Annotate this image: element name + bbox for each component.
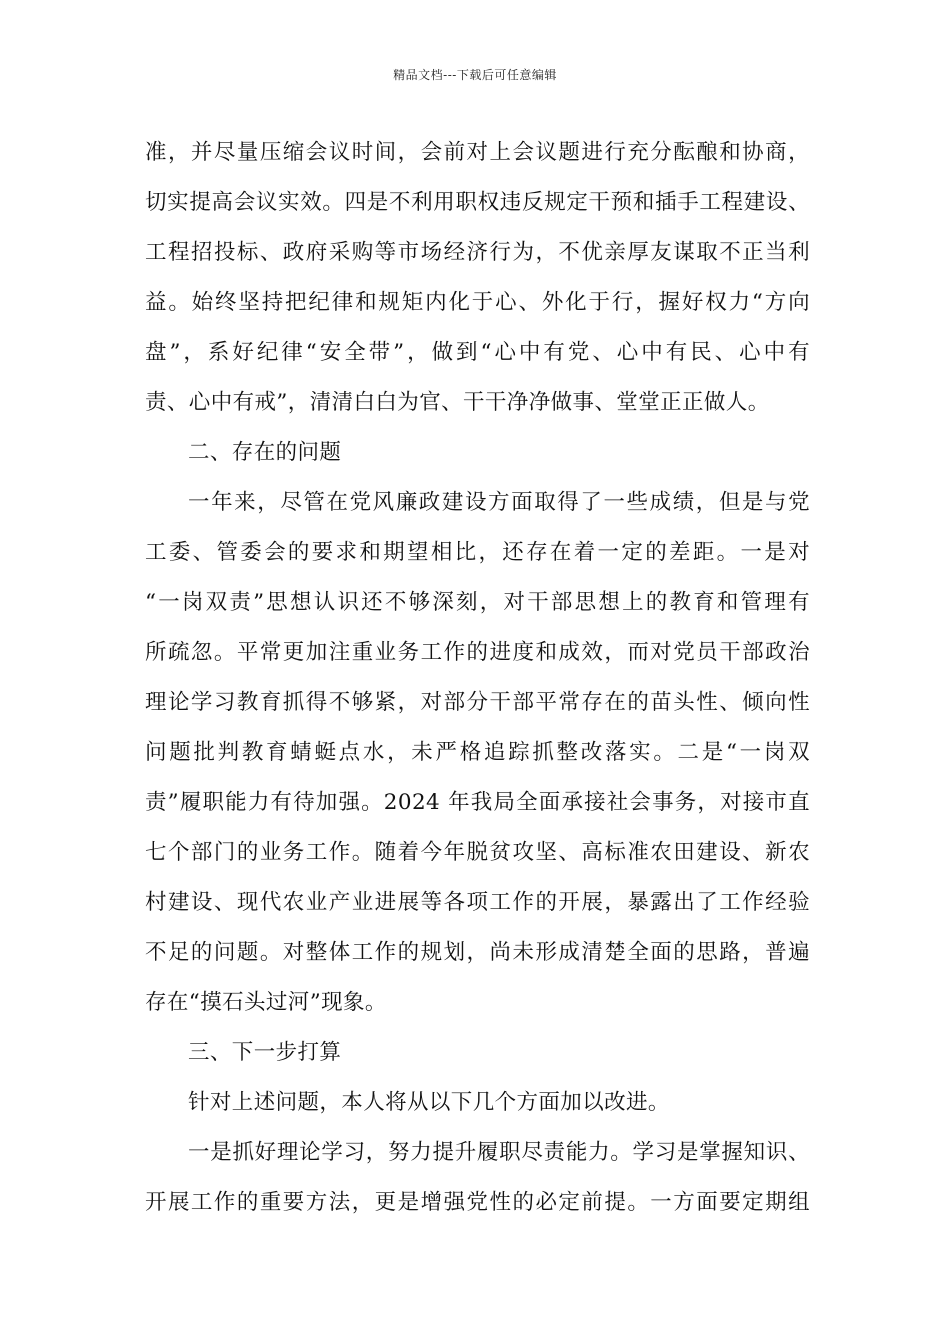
text-line: 针对上述问题，本人将从以下几个方面加以改进。 bbox=[188, 1090, 670, 1115]
text-line: 村建设、现代农业产业进展等各项工作的开展，暴露出了工作经验 bbox=[145, 890, 810, 915]
text-line: 一年来，尽管在党风廉政建设方面取得了一些成绩，但是与党 bbox=[188, 490, 810, 515]
text-line: 工委、管委会的要求和期望相比，还存在着一定的差距。一是对 bbox=[145, 540, 810, 565]
text-line: 理论学习教育抓得不够紧，对部分干部平常存在的苗头性、倾向性 bbox=[145, 690, 810, 715]
text-line: 不足的问题。对整体工作的规划，尚未形成清楚全面的思路，普遍 bbox=[145, 940, 810, 965]
text-line: 存在“摸石头过河”现象。 bbox=[145, 990, 387, 1015]
text-line: “一岗双责”思想认识还不够深刻，对干部思想上的教育和管理有 bbox=[145, 590, 810, 615]
page-header: 精品文档---下载后可任意编辑 bbox=[393, 68, 557, 82]
text-line: 一是抓好理论学习，努力提升履职尽责能力。学习是掌握知识、 bbox=[188, 1140, 810, 1165]
text-line: 益。始终坚持把纪律和规矩内化于心、外化于行，握好权力“方向 bbox=[145, 290, 810, 315]
text-line: 开展工作的重要方法，更是增强党性的必定前提。一方面要定期组 bbox=[145, 1190, 810, 1215]
text-line: 七个部门的业务工作。随着今年脱贫攻坚、高标准农田建设、新农 bbox=[145, 840, 810, 865]
text-line: 三、下一步打算 bbox=[188, 1040, 342, 1065]
text-line: 工程招投标、政府采购等市场经济行为，不优亲厚友谋取不正当利 bbox=[145, 240, 810, 265]
text-line: 问题批判教育蜻蜓点水，未严格追踪抓整改落实。二是“一岗双 bbox=[145, 740, 810, 765]
text-line: 所疏忽。平常更加注重业务工作的进度和成效，而对党员干部政治 bbox=[145, 640, 810, 665]
text-line: 切实提高会议实效。四是不利用职权违反规定干预和插手工程建设、 bbox=[145, 190, 810, 215]
text-line: 准，并尽量压缩会议时间，会前对上会议题进行充分酝酿和协商， bbox=[145, 140, 810, 165]
text-line: 二、存在的问题 bbox=[188, 440, 342, 465]
text-line: 责、心中有戒”，清清白白为官、干干净净做事、堂堂正正做人。 bbox=[145, 390, 770, 415]
document-body bbox=[145, 128, 810, 1228]
text-line: 责”履职能力有待加强。2024 年我局全面承接社会事务，对接市直 bbox=[145, 790, 810, 815]
text-line: 盘”，系好纪律“安全带”，做到“心中有党、心中有民、心中有 bbox=[145, 340, 810, 365]
